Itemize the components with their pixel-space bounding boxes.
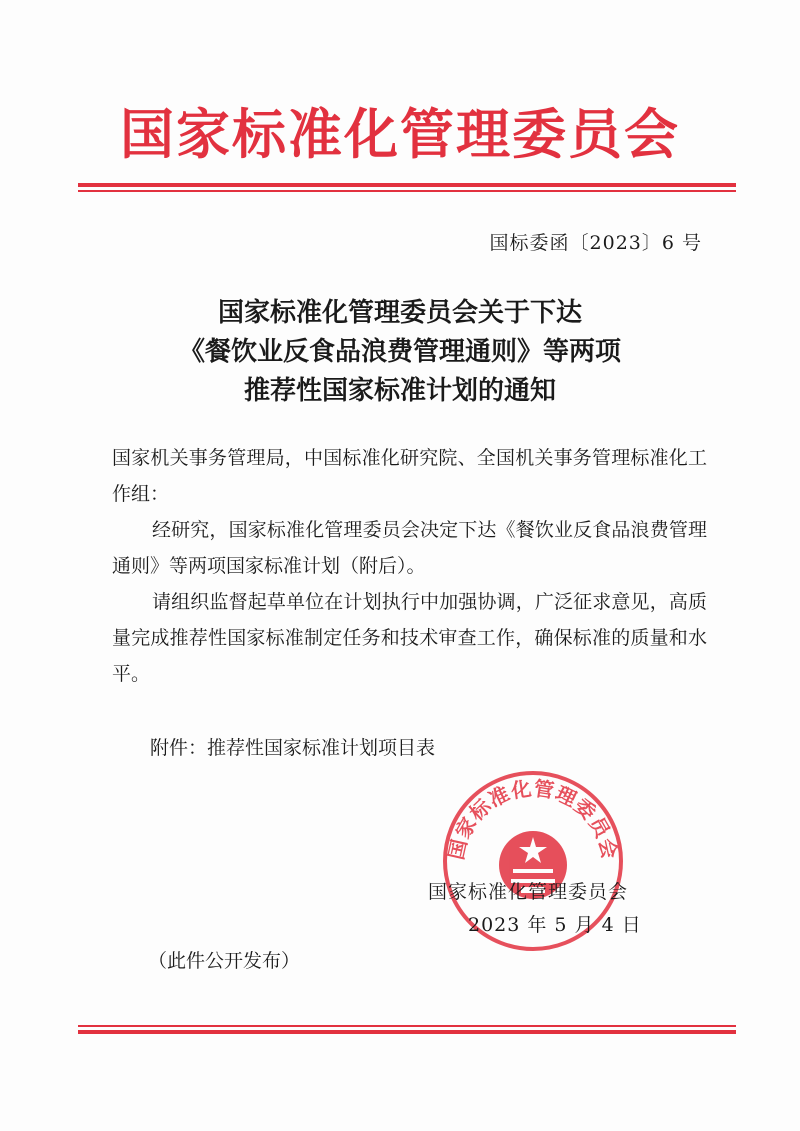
letterhead-title: 国家标准化管理委员会 (120, 103, 680, 166)
document-title-line-2: 《餐饮业反食品浪费管理通则》等两项 (178, 337, 621, 367)
addressee: 国家机关事务管理局，中国标准化研究院、全国机关事务管理标准化工作组： (112, 447, 707, 505)
letterhead-rule-thin (78, 190, 736, 192)
body-paragraph-1: 经研究，国家标准化管理委员会决定下达《餐饮业反食品浪费管理通则》等两项国家标准计划（附后）。 (112, 519, 707, 577)
signing-organization: 国家标准化管理委员会 (428, 881, 629, 903)
footer-rule-thick (78, 1030, 736, 1034)
attachment-label: 附件： (150, 737, 208, 759)
document-title-line-1: 国家标准化管理委员会关于下达 (217, 298, 582, 328)
attachment-name: 推荐性国家标准计划项目表 (207, 737, 436, 759)
signing-date: 2023 年 5 月 4 日 (468, 914, 642, 936)
document-number: 国标委函〔2023〕6 号 (489, 232, 702, 254)
footer-rule-thin (78, 1025, 736, 1027)
letterhead-rule-thick (78, 183, 736, 187)
seal-text: 国家标准化管理委员会 (443, 776, 623, 862)
body-paragraph-2: 请组织监督起草单位在计划执行中加强协调，广泛征求意见，高质量完成推荐性国家标准制定任务和技术审查工作，确保标准的质量和水平。 (112, 591, 707, 685)
document-title-line-3: 推荐性国家标准计划的通知 (243, 376, 556, 406)
publish-note: （此件公开发布） (148, 950, 301, 972)
attachment-line (150, 733, 435, 760)
